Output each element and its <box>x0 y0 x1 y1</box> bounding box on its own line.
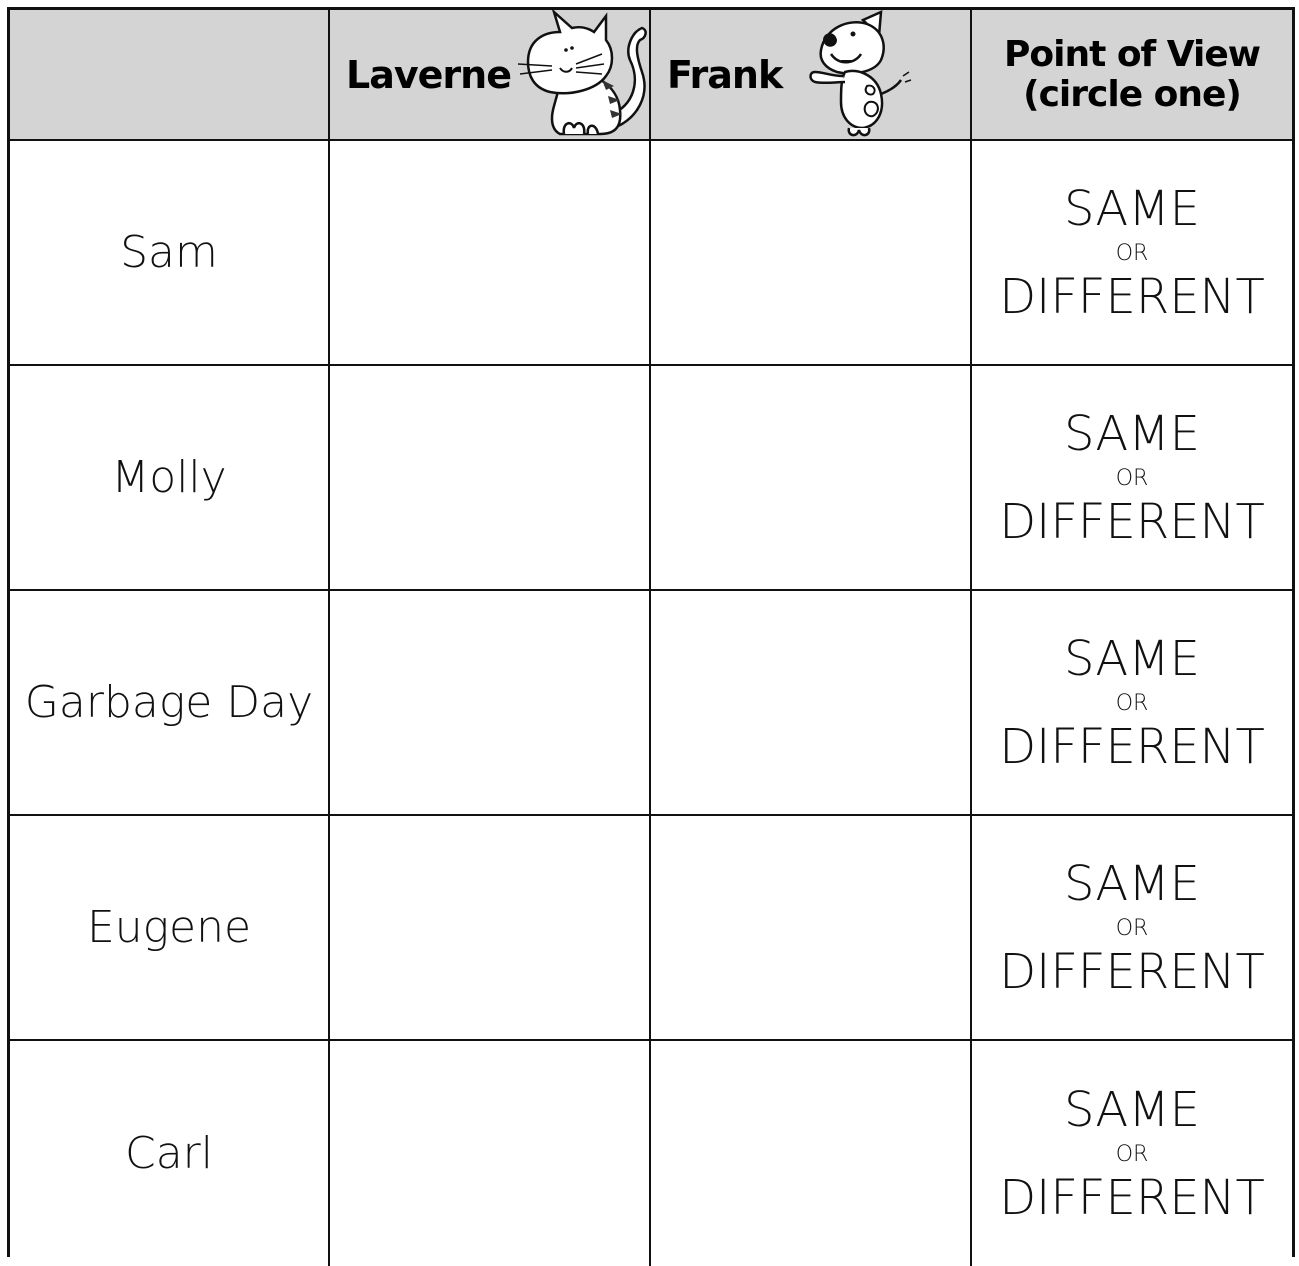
row-label-cell <box>10 366 330 591</box>
same-option[interactable]: SAME <box>1064 405 1200 462</box>
different-option[interactable]: DIFFERENT <box>999 718 1265 775</box>
point-of-view-worksheet <box>7 7 1295 1257</box>
header-frank <box>651 10 972 141</box>
point-of-view-choice-cell <box>972 1041 1292 1266</box>
different-option[interactable]: DIFFERENT <box>999 943 1265 1000</box>
row-label-cell <box>10 591 330 816</box>
worksheet-table <box>10 10 1292 1257</box>
or-connector: OR <box>1115 240 1149 266</box>
row-label: Molly <box>111 452 227 503</box>
laverne-answer-cell[interactable] <box>330 141 651 366</box>
same-or-different-choice <box>999 630 1265 775</box>
or-connector: OR <box>1115 465 1149 491</box>
same-or-different-choice <box>999 855 1265 1000</box>
point-of-view-line2: (circle one) <box>1023 73 1241 115</box>
different-option[interactable]: DIFFERENT <box>999 1169 1265 1226</box>
row-label: Carl <box>125 1128 213 1179</box>
same-or-different-choice <box>999 1081 1265 1226</box>
laverne-answer-cell[interactable] <box>330 591 651 816</box>
frank-answer-cell[interactable] <box>651 1041 972 1266</box>
or-connector: OR <box>1115 915 1149 941</box>
point-of-view-choice-cell <box>972 141 1292 366</box>
same-option[interactable]: SAME <box>1064 630 1200 687</box>
different-option[interactable]: DIFFERENT <box>999 493 1265 550</box>
header-frank-label: Frank <box>667 52 783 97</box>
frank-answer-cell[interactable] <box>651 591 972 816</box>
row-label-cell <box>10 1041 330 1266</box>
same-option[interactable]: SAME <box>1064 855 1200 912</box>
point-of-view-choice-cell <box>972 591 1292 816</box>
laverne-answer-cell[interactable] <box>330 816 651 1041</box>
row-label: Eugene <box>86 902 252 953</box>
or-connector: OR <box>1115 1141 1149 1167</box>
header-laverne-label: Laverne <box>346 52 511 97</box>
row-label-cell <box>10 141 330 366</box>
row-label: Sam <box>120 227 218 278</box>
frank-answer-cell[interactable] <box>651 816 972 1041</box>
cat-icon <box>510 10 650 138</box>
or-connector: OR <box>1115 690 1149 716</box>
header-laverne <box>330 10 651 141</box>
point-of-view-line1: Point of View <box>1004 33 1260 75</box>
same-or-different-choice <box>999 405 1265 550</box>
row-label-cell <box>10 816 330 1041</box>
laverne-answer-cell[interactable] <box>330 1041 651 1266</box>
frank-answer-cell[interactable] <box>651 366 972 591</box>
dog-icon <box>801 10 931 138</box>
point-of-view-heading <box>1004 35 1260 115</box>
laverne-answer-cell[interactable] <box>330 366 651 591</box>
header-point-of-view <box>972 10 1292 141</box>
same-option[interactable]: SAME <box>1064 1081 1200 1138</box>
same-or-different-choice <box>999 180 1265 325</box>
different-option[interactable]: DIFFERENT <box>999 268 1265 325</box>
point-of-view-choice-cell <box>972 366 1292 591</box>
same-option[interactable]: SAME <box>1064 180 1200 237</box>
frank-answer-cell[interactable] <box>651 141 972 366</box>
point-of-view-choice-cell <box>972 816 1292 1041</box>
row-label: Garbage Day <box>24 677 314 728</box>
header-blank-cell <box>10 10 330 141</box>
